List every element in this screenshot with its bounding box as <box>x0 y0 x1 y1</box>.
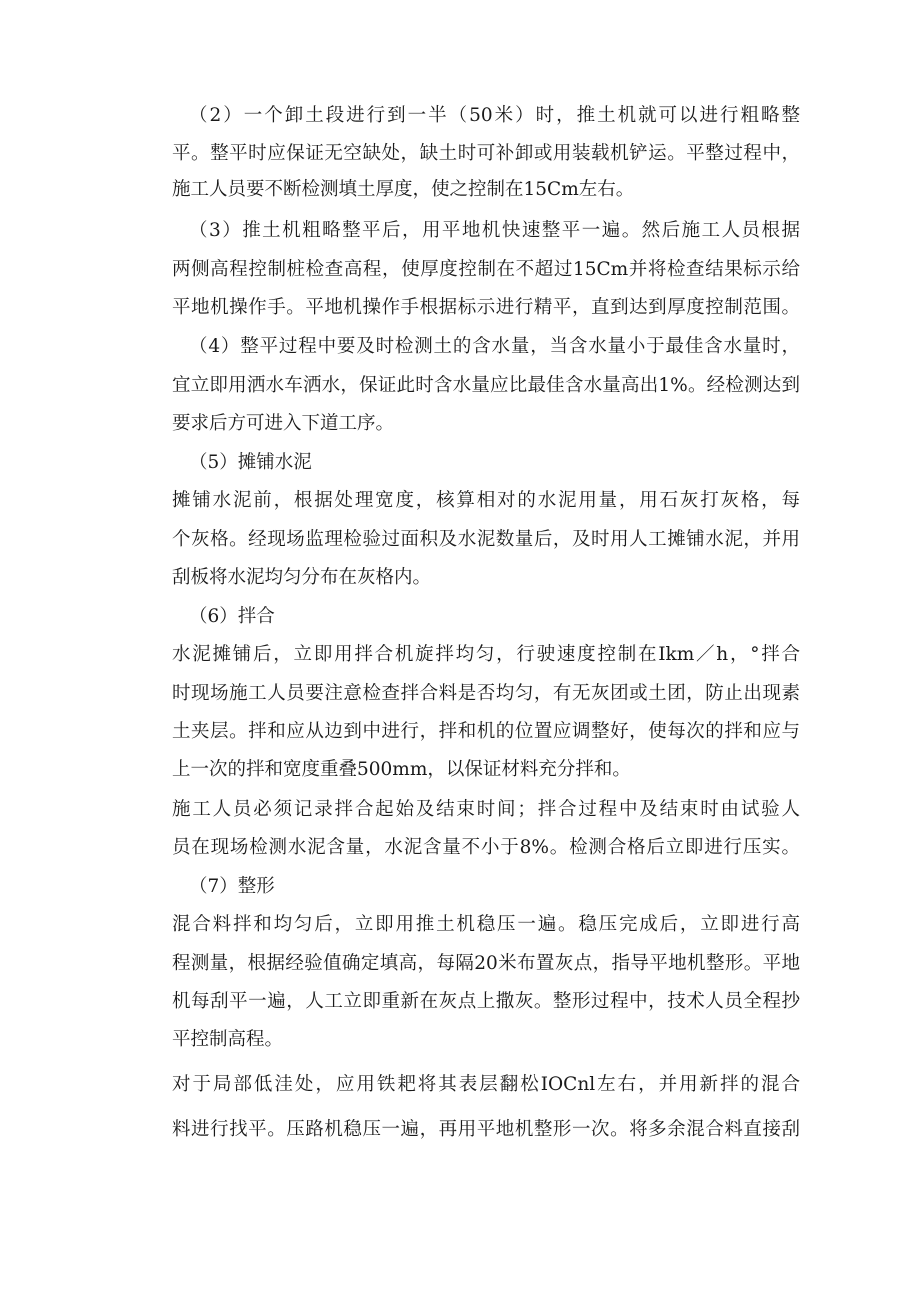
text-line: 刮板将水泥均匀分布在灰格内。 <box>172 567 432 588</box>
text-line: 宜立即用洒水车洒水，保证此时含水量应比最佳含水量高出1%。经检测达到 <box>172 375 800 396</box>
text-line: 料进行找平。压路机稳压一遍，再用平地机整形一次。将多余混合料直接刮 <box>172 1119 800 1140</box>
text-line: （2）一个卸土段进行到一半（50米）时，推土机就可以进行粗略整 <box>189 105 800 126</box>
text-line: 两侧高程控制桩检查高程，使厚度控制在不超过15Cm并将检查结果标示给 <box>172 259 800 280</box>
section-heading: （5）摊铺水泥 <box>189 452 312 473</box>
text-line: 摊铺水泥前，根据处理宽度，核算相对的水泥用量，用石灰打灰格，每 <box>172 490 800 511</box>
text-line: 对于局部低洼处，应用铁耙将其表层翻松IOCnl左右，并用新拌的混合 <box>172 1074 800 1095</box>
text-line: 程测量，根据经验值确定填高，每隔20米布置灰点，指导平地机整形。平地 <box>172 953 800 974</box>
text-line: 要求后方可进入下道工序。 <box>172 413 395 434</box>
text-line: 机每刮平一遍，人工立即重新在灰点上撒灰。整形过程中，技术人员全程抄 <box>172 991 800 1012</box>
text-line: 施工人员必须记录拌合起始及结束时间；拌合过程中及结束时由试验人 <box>172 799 800 820</box>
section-heading: （6）拌合 <box>189 606 275 627</box>
text-line: 平。整平时应保证无空缺处，缺土时可补卸或用装载机铲运。平整过程中， <box>172 143 800 164</box>
text-line: 个灰格。经现场监理检验过面积及水泥数量后，及时用人工摊铺水泥，并用 <box>172 529 800 550</box>
text-line: 混合料拌和均匀后，立即用推土机稳压一遍。稳压完成后，立即进行高 <box>172 914 800 935</box>
text-line: 水泥摊铺后，立即用拌合机旋拌均匀，行驶速度控制在Ikm／h，°拌合 <box>172 644 800 665</box>
text-line: 施工人员要不断检测填土厚度，使之控制在15Cm左右。 <box>172 179 635 200</box>
text-line: 时现场施工人员要注意检查拌合料是否均匀，有无灰团或土团，防止出现素 <box>172 683 800 704</box>
section-heading: （7）整形 <box>189 876 275 897</box>
text-line: 员在现场检测水泥含量，水泥含量不小于8%。检测合格后立即进行压实。 <box>172 837 800 858</box>
text-line: （3）推土机粗略整平后，用平地机快速整平一遍。然后施工人员根据 <box>189 220 800 241</box>
text-line: 上一次的拌和宽度重叠500mm，以保证材料充分拌和。 <box>172 759 631 780</box>
text-line: 土夹层。拌和应从边到中进行，拌和机的位置应调整好，使每次的拌和应与 <box>172 721 800 742</box>
text-line: 平控制高程。 <box>172 1029 284 1050</box>
text-line: 平地机操作手。平地机操作手根据标示进行精平，直到达到厚度控制范围。 <box>172 297 800 318</box>
text-line: （4）整平过程中要及时检测土的含水量，当含水量小于最佳含水量时， <box>189 336 800 357</box>
